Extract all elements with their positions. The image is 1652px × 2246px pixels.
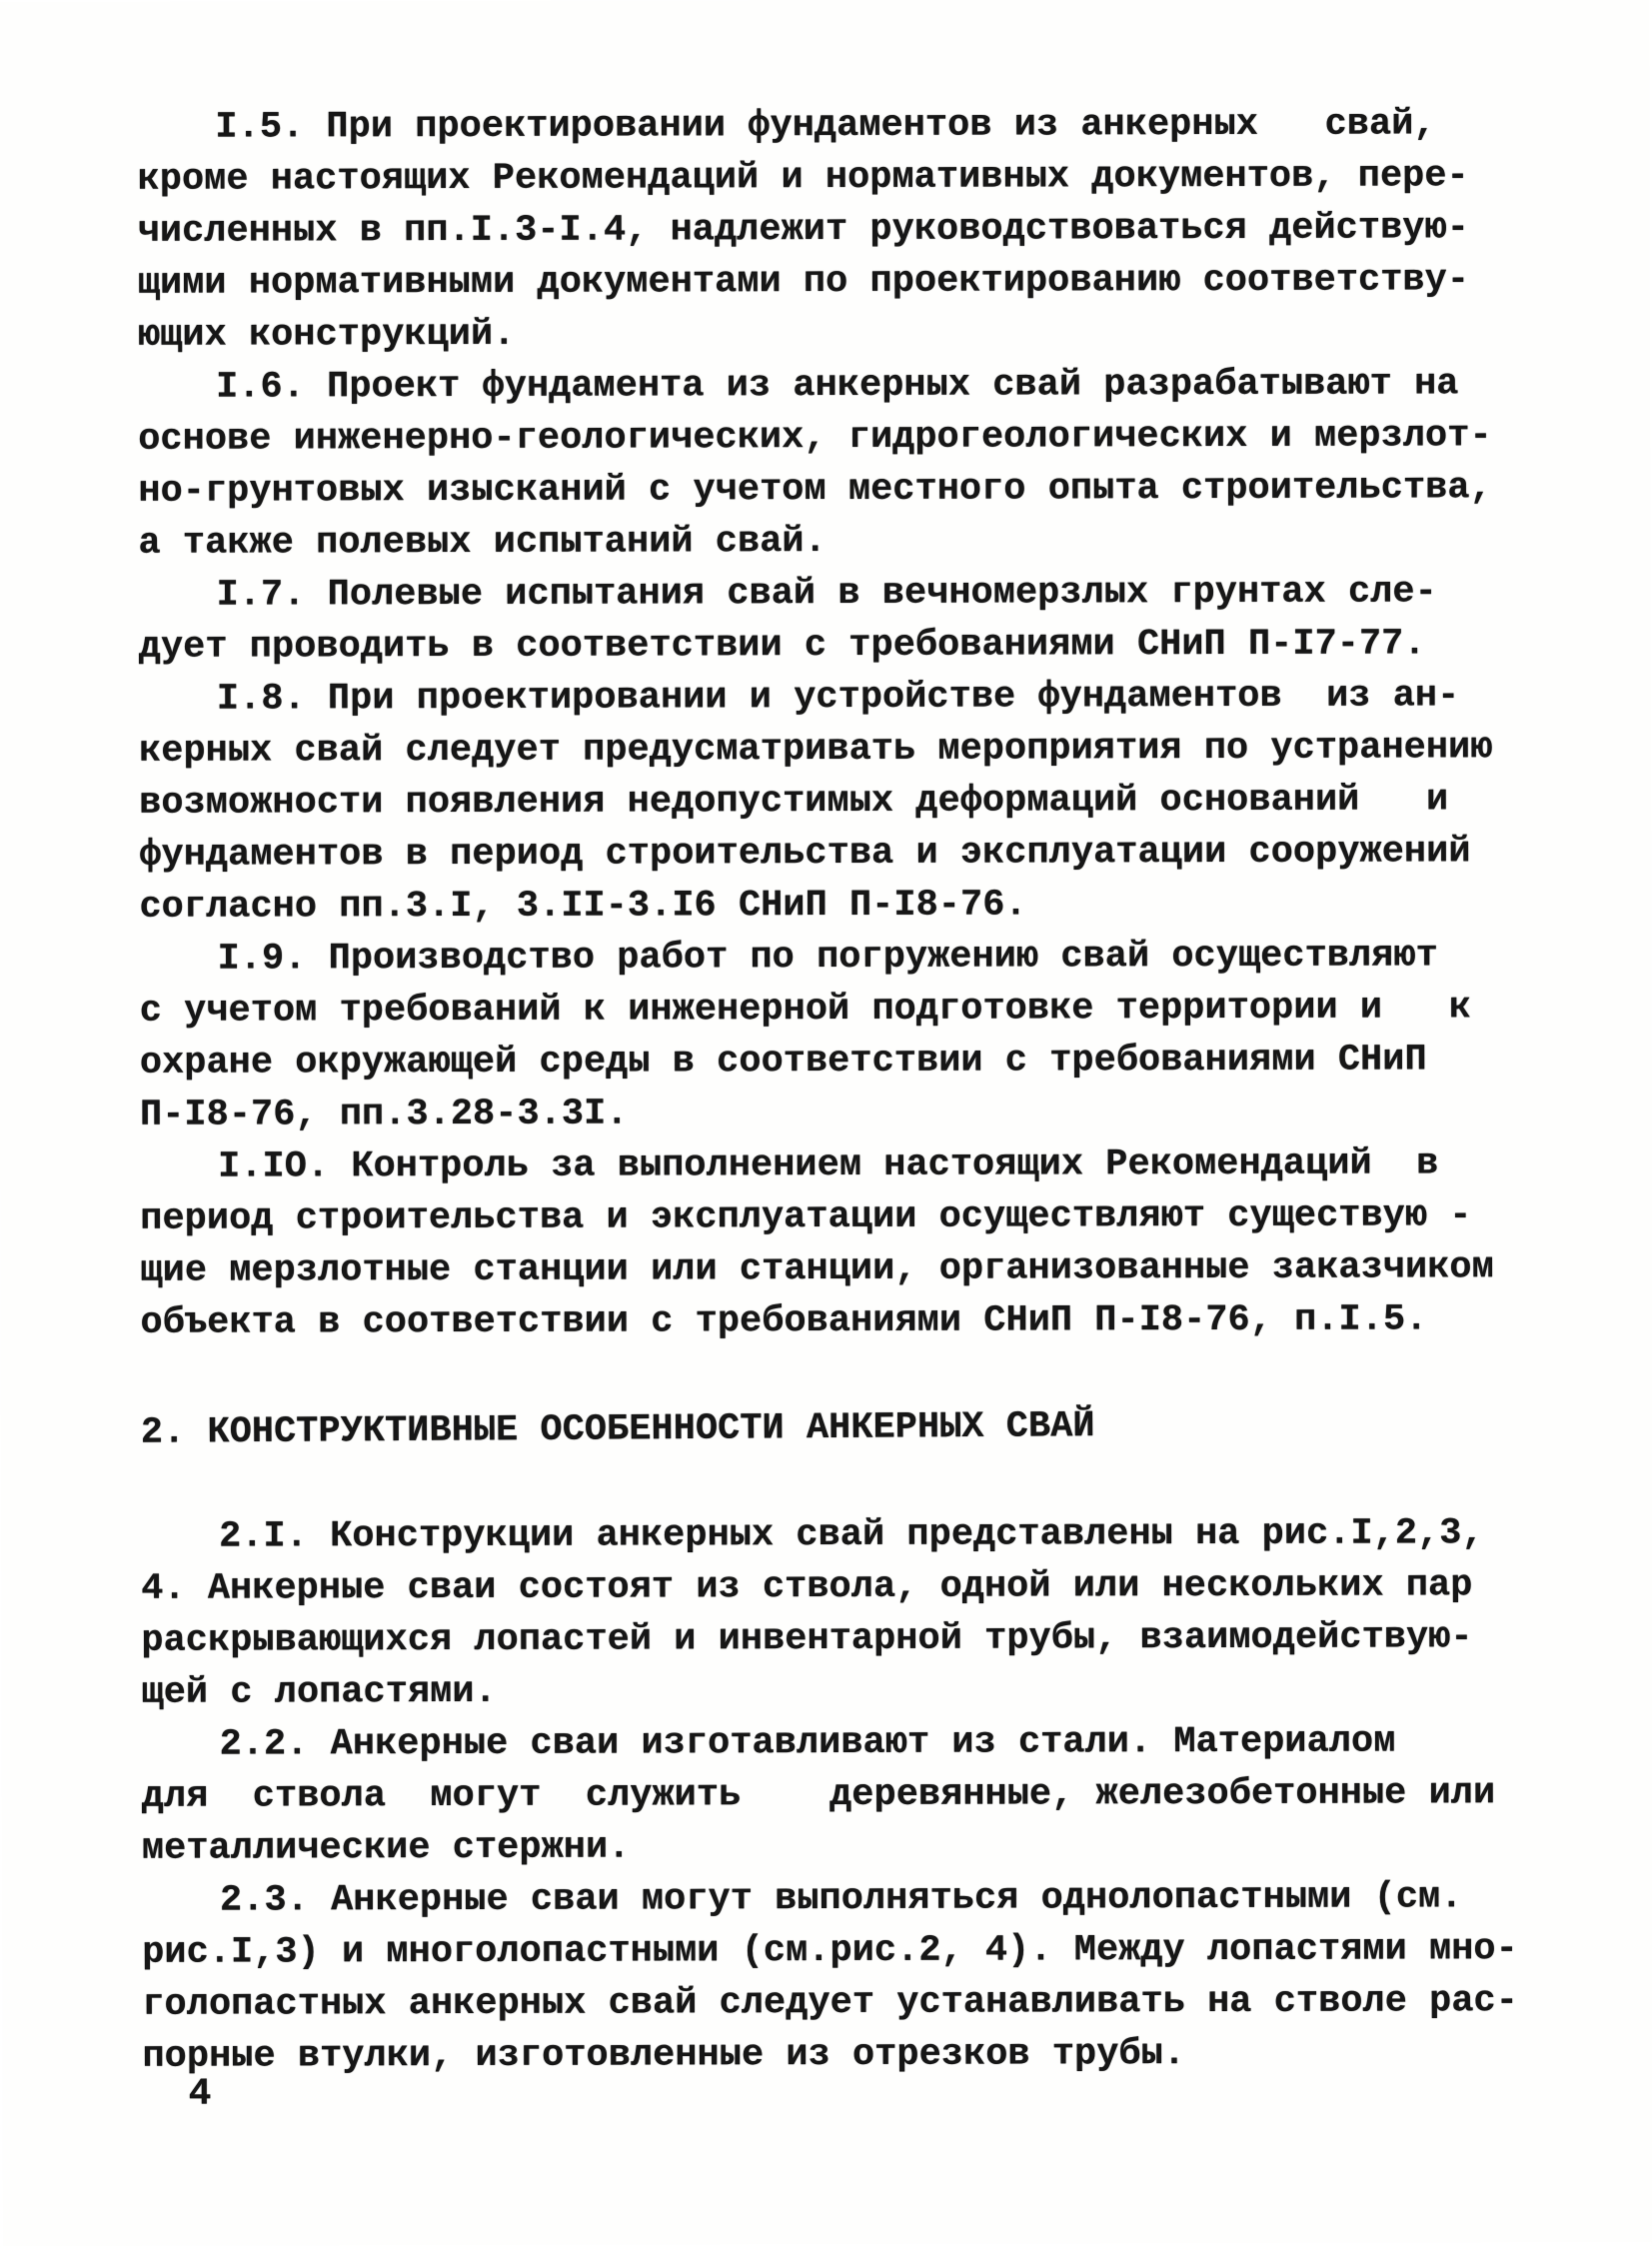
text-line: с учетом требований к инженерной подготовке территории и к <box>139 987 1471 1033</box>
text-line: согласно пп.3.I, 3.II-3.I6 СНиП П-I8-76. <box>139 884 1027 929</box>
text-line: металлические стержни. <box>141 1826 631 1870</box>
text-line: голопастных анкерных свай следует устанавливать на стволе рас- <box>142 1980 1518 2026</box>
text-line: щей с лопастями. <box>141 1670 497 1714</box>
text-line: раскрывающихся лопастей и инвентарной трубы, взаимодействую- <box>141 1616 1473 1662</box>
text-line: I.9. Производство работ по погружению свай осуществляют <box>217 935 1438 981</box>
text-line: численных в пп.I.3-I.4, надлежит руководствоваться действую- <box>137 207 1469 253</box>
text-line: керных свай следует предусматривать мероприятия по устранению <box>138 727 1493 773</box>
text-line: I.IO. Контроль за выполнением настоящих Рекомендаций в <box>218 1142 1439 1188</box>
text-line: ющих конструкций. <box>137 313 516 357</box>
text-line: I.8. При проектировании и устройстве фундаментов из ан- <box>216 675 1460 721</box>
text-line: период строительства и эксплуатации осуществляют существую - <box>140 1194 1472 1240</box>
text-line: порные втулки, изготовленные из отрезков трубы. <box>142 2033 1186 2078</box>
text-line: возможности появления недопустимых деформаций оснований и <box>139 779 1449 825</box>
page-number: 4 <box>188 2072 212 2116</box>
text-line: а также полевых испытаний свай. <box>138 520 826 565</box>
text-line: но-грунтовых изысканий с учетом местного опыта строительства, <box>138 467 1492 513</box>
text-line: I.6. Проект фундамента из анкерных свай разрабатывают на <box>216 363 1459 409</box>
text-line: 4. Анкерные сваи состоят из ствола, одной или нескольких пар <box>141 1564 1473 1610</box>
text-line: охране окружающей среды в соответствии с требованиями СНиП <box>139 1039 1427 1085</box>
text-line: фундаментов в период строительства и эксплуатации сооружений <box>139 831 1471 877</box>
text-line: щими нормативными документами по проектированию соответству- <box>137 259 1470 305</box>
text-line: щие мерзлотные станции или станции, организованные заказчиком <box>140 1246 1494 1292</box>
text-line: рис.I,3) и многолопастными (см.рис.2, 4). Между лопастями мно- <box>142 1928 1518 1974</box>
section-heading: 2. КОНСТРУКТИВНЫЕ ОСОБЕННОСТИ АНКЕРНЫХ СВАЙ <box>140 1405 1095 1454</box>
text-line: 2.3. Анкерные сваи могут выполняться однолопастными (см. <box>219 1876 1463 1922</box>
text-line: дует проводить в соответствии с требованиями СНиП П-I7-77. <box>138 623 1426 669</box>
text-line: кроме настоящих Рекомендаций и нормативных документов, пере- <box>137 155 1469 201</box>
text-line: I.7. Полевые испытания свай в вечномерзлых грунтах сле- <box>216 571 1437 617</box>
document-body <box>137 98 1541 2083</box>
text-line: 2.I. Конструкции анкерных свай представлены на рис.I,2,3, <box>219 1512 1484 1558</box>
text-line: основе инженерно-геологических, гидрогеологических и мерзлот- <box>138 415 1492 461</box>
text-line: I.5. При проектировании фундаментов из анкерных свай, <box>215 103 1436 149</box>
text-line: П-I8-76, пп.3.28-3.3I. <box>139 1093 629 1136</box>
text-line: для ствола могут служить деревянные, железобетонные или <box>141 1772 1496 1818</box>
text-line: объекта в соответствии с требованиями СНиП П-I8-76, п.I.5. <box>140 1298 1428 1344</box>
text-line: 2.2. Анкерные сваи изготавливают из стали. Материалом <box>219 1720 1396 1766</box>
